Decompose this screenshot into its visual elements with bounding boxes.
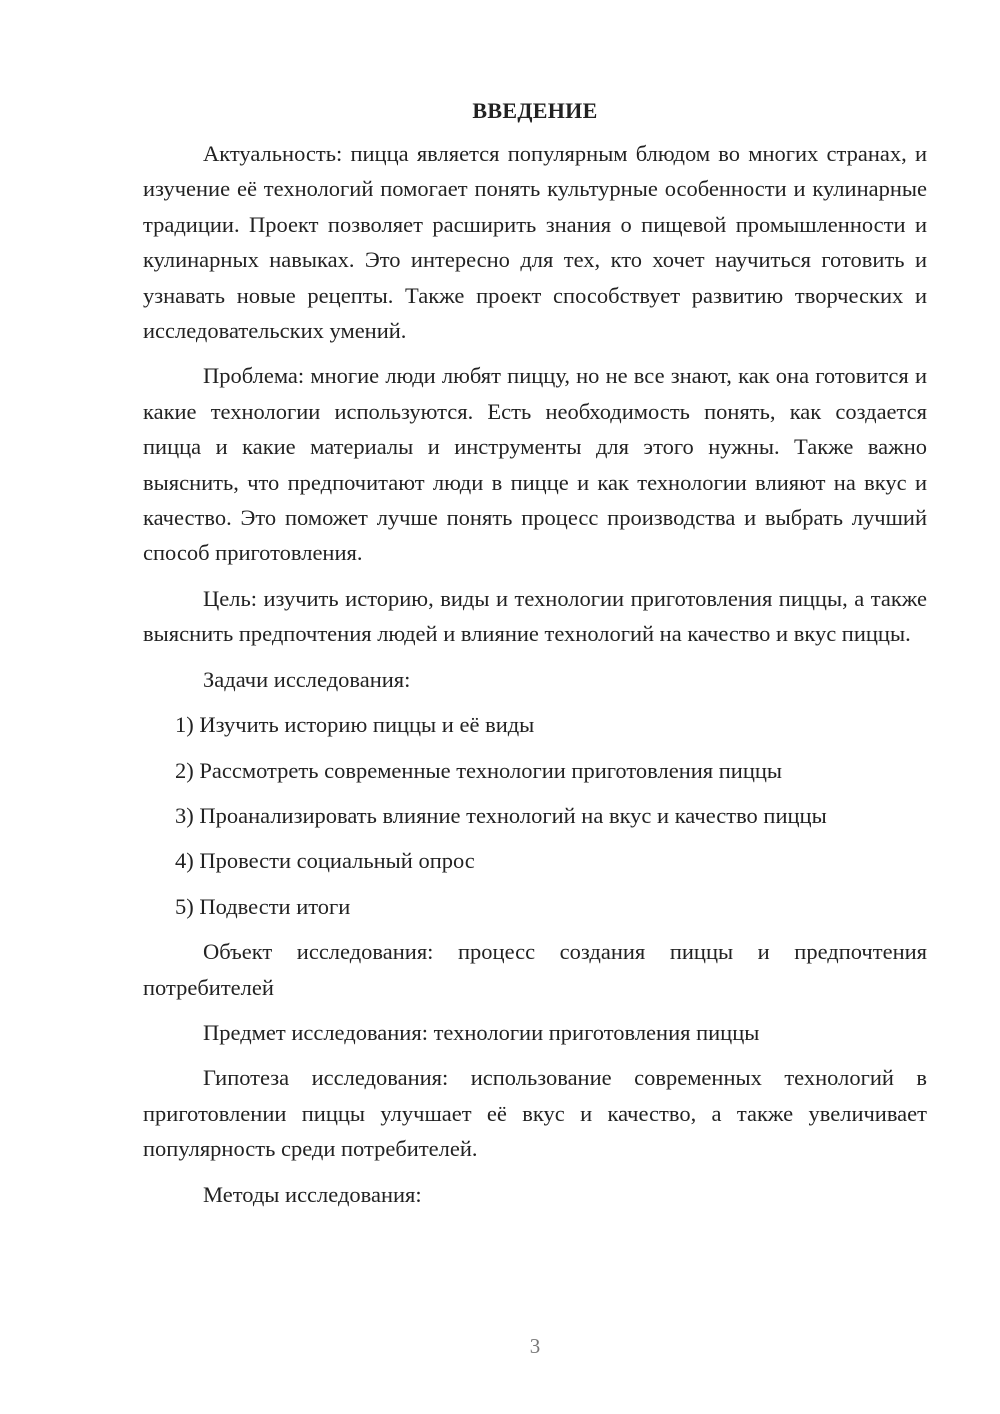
list-item: 2) Рассмотреть современные технологии приготовления пиццы [175, 757, 783, 783]
paragraph-relevance: Актуальность: пицца является популярным блюдом во многих странах, и изучение её технологий помогает понять культурные особенности и кулинарные традиции. Проект позволяет расширить знания о пищевой промышленности и кулинарных навыках. Это интересно для тех, кто хочет научиться готовить и узнавать новые рецепты. Также проект способствует развитию творческих и исследовательских умений. [143, 141, 927, 344]
methods-heading: Методы исследования: [203, 1181, 422, 1207]
page-number: 3 [529, 1334, 541, 1358]
paragraph-subject: Предмет исследования: технологии приготовления пиццы [203, 1019, 760, 1045]
list-item: 3) Проанализировать влияние технологий на вкус и качество пиццы [175, 802, 827, 828]
tasks-list [143, 707, 927, 924]
list-item: 4) Провести социальный опрос [175, 848, 475, 874]
tasks-heading: Задачи исследования: [203, 666, 411, 692]
page-title: ВВЕДЕНИЕ [472, 98, 598, 123]
paragraph-goal: Цель: изучить историю, виды и технологии приготовления пиццы, а также выяснить предпочтения людей и влияние технологий на качество и вкус пиццы. [143, 585, 927, 647]
paragraph-object: Объект исследования: процесс создания пиццы и предпочтения потребителей [143, 939, 927, 1000]
list-item: 1) Изучить историю пиццы и её виды [175, 712, 535, 738]
list-item: 5) Подвести итоги [175, 893, 351, 919]
paragraph-problem: Проблема: многие люди любят пиццу, но не все знают, как она готовится и какие технологии используются. Есть необходимость понять, как создается пицца и какие материалы и инструменты для этого нужны. Также важно выяснить, что предпочитают люди в пицце и как технологии влияют на вкус и качество. Это поможет лучше понять процесс производства и выбрать лучший способ приготовления. [143, 363, 927, 566]
document-page [143, 96, 927, 1222]
paragraph-hypothesis: Гипотеза исследования: использование современных технологий в приготовлении пиццы улучшает её вкус и качество, а также увеличивает популярность среди потребителей. [143, 1065, 927, 1162]
